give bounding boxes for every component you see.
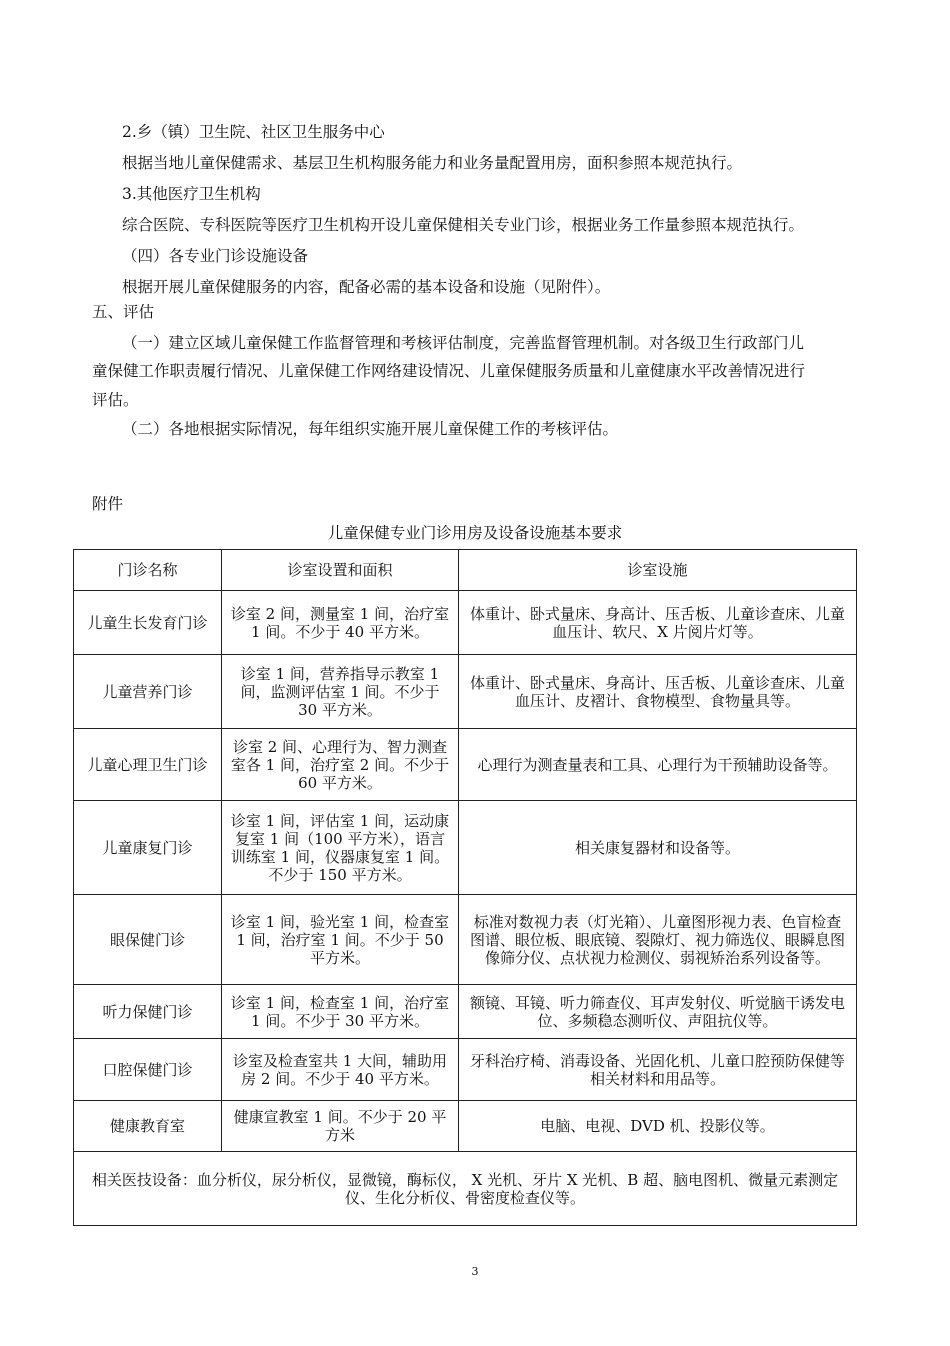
room-area-cell: 诊室 1 间，检查室 1 间，治疗室 1 间。不少于 30 平方米。 — [222, 985, 459, 1039]
table-footer-row — [74, 1152, 857, 1226]
table-row — [74, 895, 857, 985]
header-room-area: 诊室设置和面积 — [222, 550, 459, 591]
table-row — [74, 591, 857, 655]
table-row — [74, 801, 857, 895]
facilities-cell: 牙科治疗椅、消毒设备、光固化机、儿童口腔预防保健等相关材料和用品等。 — [459, 1039, 857, 1101]
clinic-name-cell: 儿童心理卫生门诊 — [74, 729, 222, 801]
room-area-cell: 诊室 1 间，评估室 1 间，运动康复室 1 间（100 平方米），语言训练室 1 间，仪器康复室 1 间。不少于 150 平方米。 — [222, 801, 459, 895]
clinic-name-cell: 眼保健门诊 — [74, 895, 222, 985]
room-area-cell: 诊室 2 间、心理行为、智力测查室各 1 间，治疗室 2 间。不少于 60 平方米。 — [222, 729, 459, 801]
room-area-cell: 诊室 2 间，测量室 1 间，治疗室 1 间。不少于 40 平方米。 — [222, 591, 459, 655]
room-area-cell: 诊室 1 间，验光室 1 间，检查室 1 间，治疗室 1 间。不少于 50 平方米。 — [222, 895, 459, 985]
equipment-note: 相关医技设备：血分析仪，尿分析仪，显微镜，酶标仪， X 光机、牙片 X 光机、B 超、脑电图机、微量元素测定仪、生化分析仪、骨密度检查仪等。 — [74, 1152, 857, 1226]
clinic-name-cell: 口腔保健门诊 — [74, 1039, 222, 1101]
page-number: 3 — [471, 1265, 479, 1278]
facilities-cell: 相关康复器材和设备等。 — [459, 801, 857, 895]
paragraph: （二）各地根据实际情况，每年组织实施开展儿童保健工作的考核评估。 — [122, 420, 619, 438]
facilities-cell: 体重计、卧式量床、身高计、压舌板、儿童诊查床、儿童血压计、软尺、X 片阅片灯等。 — [459, 591, 857, 655]
paragraph: 评估。 — [92, 391, 139, 409]
clinic-name-cell: 儿童营养门诊 — [74, 655, 222, 729]
facilities-cell: 体重计、卧式量床、身高计、压舌板、儿童诊查床、儿童血压计、皮褶计、食物模型、食物量具等。 — [459, 655, 857, 729]
table-row — [74, 985, 857, 1039]
clinic-name-cell: 儿童康复门诊 — [74, 801, 222, 895]
facilities-cell: 标准对数视力表（灯光箱）、儿童图形视力表、色盲检查图谱、眼位板、眼底镜、裂隙灯、视力筛选仪、眼瞬息图像筛分仪、点状视力检测仪、弱视矫治系列设备等。 — [459, 895, 857, 985]
paragraph: 根据当地儿童保健需求、基层卫生机构服务能力和业务量配置用房，面积参照本规范执行。 — [122, 154, 743, 172]
paragraph: 综合医院、专科医院等医疗卫生机构开设儿童保健相关专业门诊，根据业务工作量参照本规范执行。 — [122, 216, 805, 234]
paragraph: 3.其他医疗卫生机构 — [122, 185, 261, 203]
table-row — [74, 655, 857, 729]
table-row — [74, 1039, 857, 1101]
paragraph: 童保健工作职责履行情况、儿童保健工作网络建设情况、儿童保健服务质量和儿童健康水平改善情况进行 — [92, 362, 806, 380]
clinic-name-cell: 健康教育室 — [74, 1101, 222, 1152]
clinic-name-cell: 儿童生长发育门诊 — [74, 591, 222, 655]
attachment-label: 附件 — [92, 495, 124, 513]
clinic-name-cell: 听力保健门诊 — [74, 985, 222, 1039]
facilities-cell: 电脑、电视、DVD 机、投影仪等。 — [459, 1101, 857, 1152]
room-area-cell: 健康宣教室 1 间。不少于 20 平方米 — [222, 1101, 459, 1152]
room-area-cell: 诊室 1 间，营养指导示教室 1 间，监测评估室 1 间。不少于 30 平方米。 — [222, 655, 459, 729]
section-heading: 五、评估 — [92, 303, 155, 321]
header-clinic-name: 门诊名称 — [74, 550, 222, 591]
room-area-cell: 诊室及检查室共 1 大间，辅助用房 2 间。不少于 40 平方米。 — [222, 1039, 459, 1101]
paragraph: 2.乡（镇）卫生院、社区卫生服务中心 — [122, 123, 385, 141]
paragraph: （四）各专业门诊设施设备 — [122, 247, 309, 265]
facilities-cell: 额镜、耳镜、听力筛查仪、耳声发射仪、听觉脑干诱发电位、多频稳态测听仪、声阻抗仪等。 — [459, 985, 857, 1039]
table-row — [74, 729, 857, 801]
header-facilities: 诊室设施 — [459, 550, 857, 591]
table-header-row — [74, 550, 857, 591]
table-row — [74, 1101, 857, 1152]
paragraph: （一）建立区域儿童保健工作监督管理和考核评估制度，完善监督管理机制。对各级卫生行政部门儿 — [122, 334, 805, 352]
paragraph: 根据开展儿童保健服务的内容，配备必需的基本设备和设施（见附件）。 — [122, 278, 611, 296]
requirements-table — [73, 549, 857, 1226]
facilities-cell: 心理行为测查量表和工具、心理行为干预辅助设备等。 — [459, 729, 857, 801]
table-caption: 儿童保健专业门诊用房及设备设施基本要求 — [327, 524, 623, 542]
